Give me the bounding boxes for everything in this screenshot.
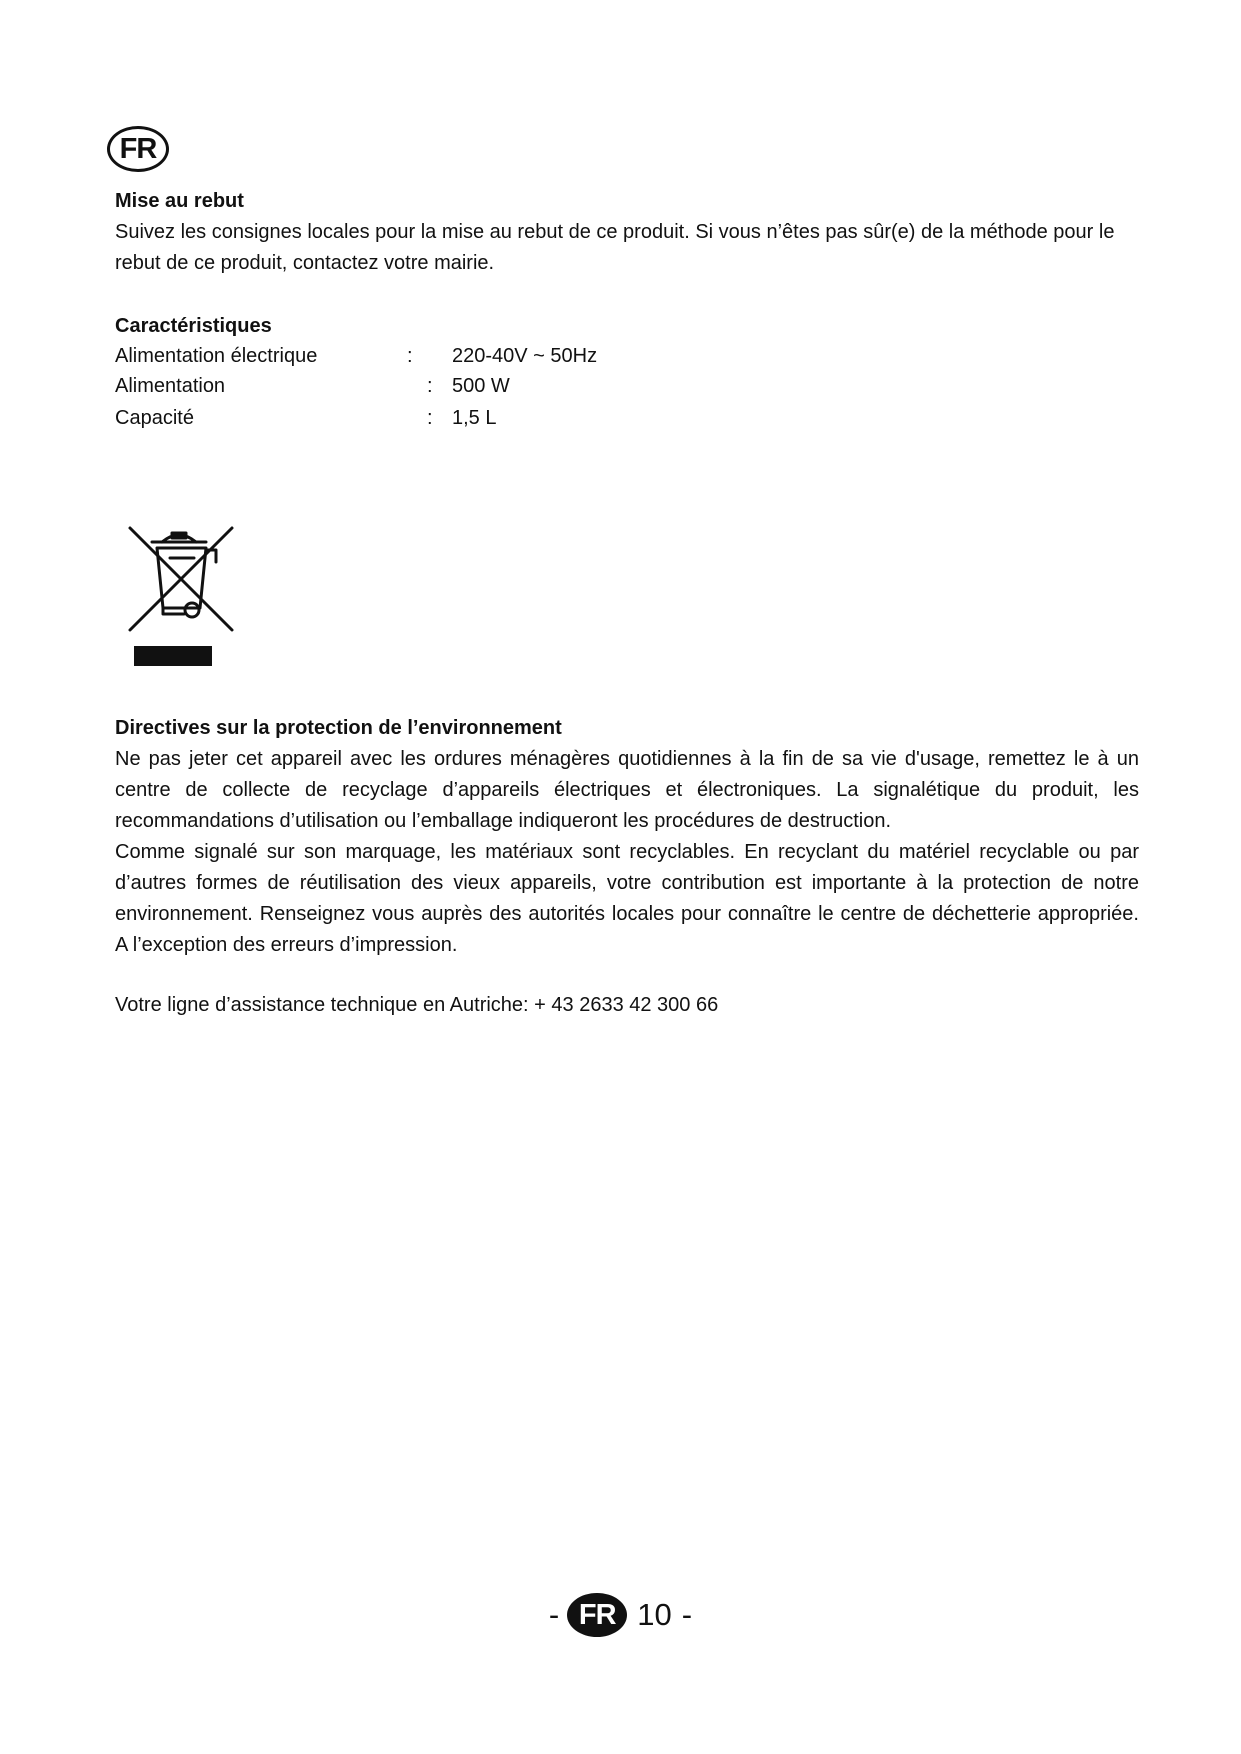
environment-heading: Directives sur la protection de l’environnement xyxy=(115,717,562,739)
page-number-dash: - xyxy=(681,1597,693,1632)
page-number: 10 xyxy=(637,1597,672,1632)
environment-paragraph-2: Comme signalé sur son marquage, les matériaux sont recyclables. En recyclant du matériel recyclable ou par d’autres formes de réutilisation des vieux appareils, votre contribution est importante à la protection de notre environnement. Renseignez vous auprès des autorités locales pour connaître le centre de déchetterie appropriée. A l’exception des erreurs d’impression. xyxy=(115,841,1139,956)
spec-label-capacity: Capacité xyxy=(115,407,194,429)
page-footer xyxy=(0,1590,1241,1640)
disposal-text: Suivez les consignes locales pour la mise au rebut de ce produit. Si vous n’êtes pas sûr(e) de la méthode pour le rebut de ce produit, contactez votre mairie. xyxy=(115,221,1115,274)
spec-value-power-supply: 220-40V ~ 50Hz xyxy=(452,345,598,367)
specs-heading: Caractéristiques xyxy=(115,315,272,337)
language-badge: FR xyxy=(107,126,169,172)
spec-value-capacity: 1,5 L xyxy=(452,407,497,429)
footer-language-badge: FR xyxy=(567,1593,627,1637)
spec-value-power: 500 W xyxy=(452,375,510,397)
spec-label-power-supply: Alimentation électrique xyxy=(115,345,318,367)
spec-separator: : xyxy=(427,375,433,397)
spec-separator: : xyxy=(427,407,433,429)
crossed-out-wheelie-bin-icon xyxy=(122,520,242,670)
environment-paragraph-1: Ne pas jeter cet appareil avec les ordures ménagères quotidiennes à la fin de sa vie d'usage, remettez le à un centre de collecte de recyclage d’appareils électriques et électroniques. La signalétique du produit, les recommandations d’utilisation ou l’emballage indiqueront les procédures de destruction. xyxy=(115,748,1139,832)
spec-label-power: Alimentation xyxy=(115,375,226,397)
support-hotline-text: Votre ligne d’assistance technique en Autriche: + 43 2633 42 300 66 xyxy=(115,994,719,1016)
disposal-heading: Mise au rebut xyxy=(115,190,244,212)
page-number-dash: - xyxy=(548,1597,560,1632)
spec-separator: : xyxy=(407,345,413,367)
